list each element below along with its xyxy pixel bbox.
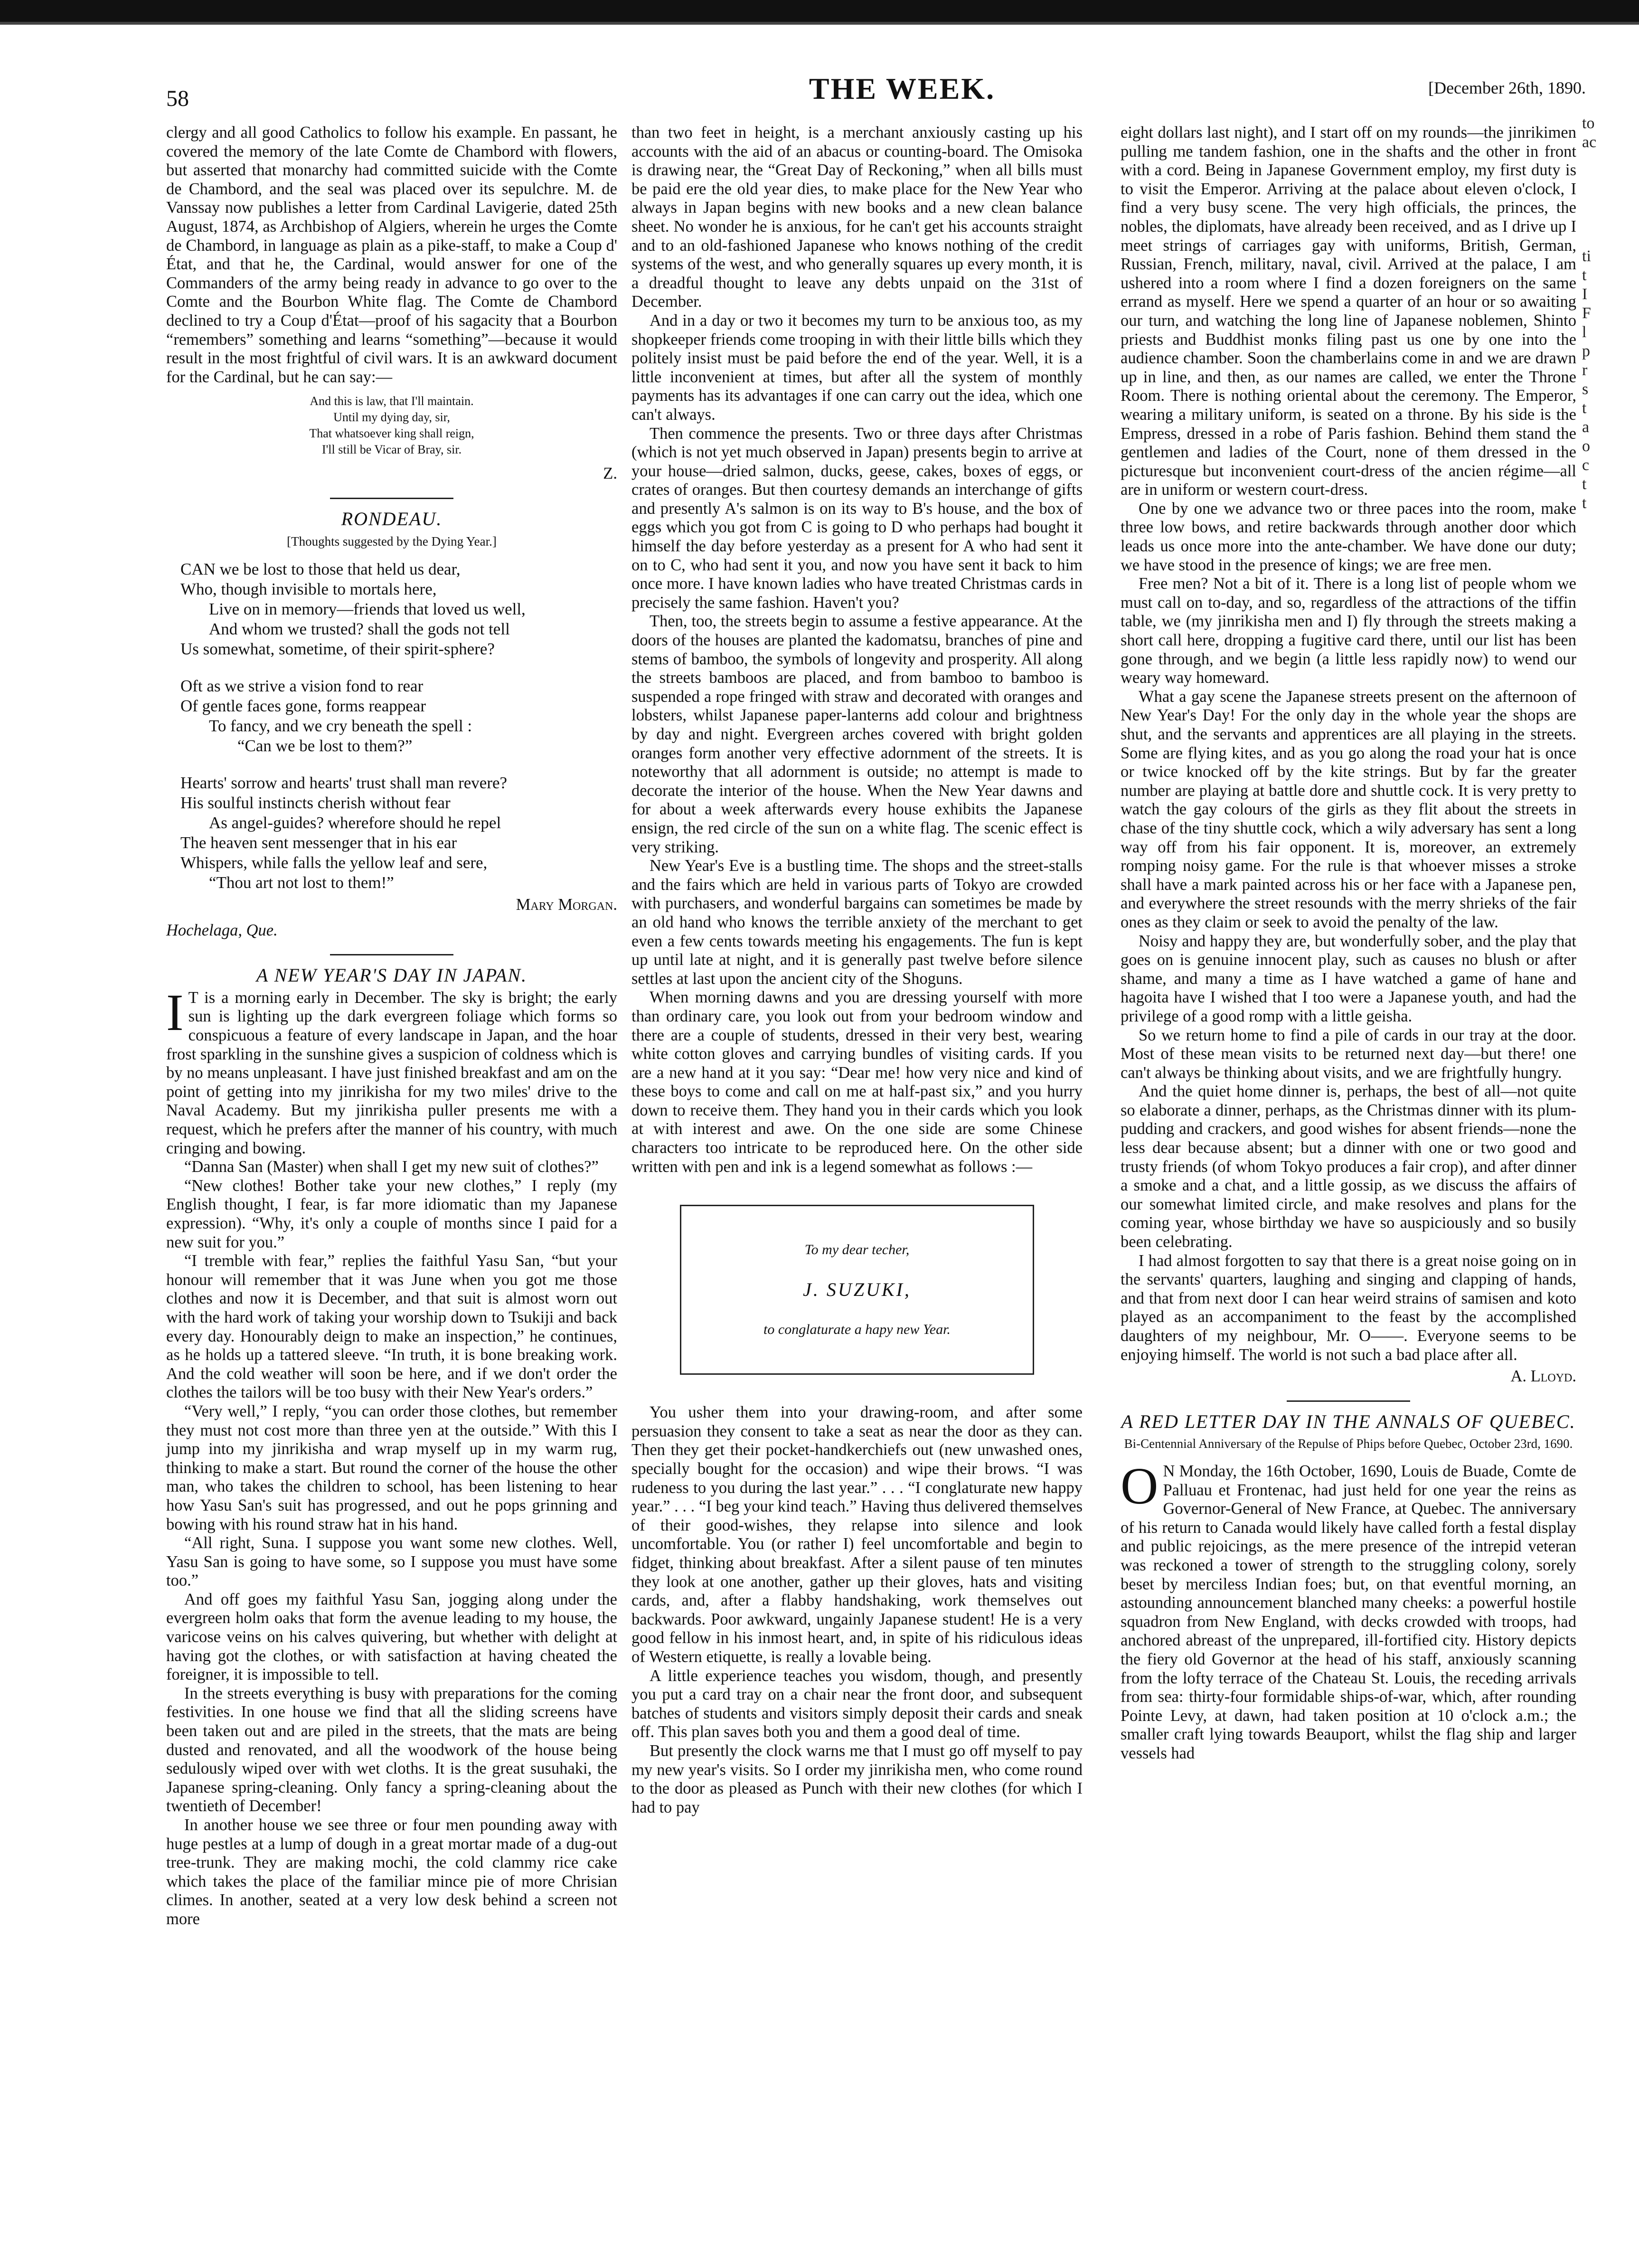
poem-line: “Can we be lost to them?”: [237, 737, 413, 756]
article-paragraph: When morning dawns and you are dressing yourself with more than ordinary care, you look out from your bedroom window and there are a couple of students, dressed in their very best, wearing white cotton gloves and carrying bundles of visiting cards. If you are a new hand at it you say: “Dear me! how very nice and kind of these boys to come and call on me at half-past six,” and you hurry down to receive them. They hand you in their cards which you look at with interest and awe. On the one side are some Chinese characters too intricate to be reproduced here. On the other side written with pen and ink is a legend somewhat as follows :—: [631, 988, 1083, 1176]
poem-line: And whom we trusted? shall the gods not tell: [209, 620, 510, 639]
edge-fragment: ac: [1582, 133, 1597, 151]
article-paragraph: I T is a morning early in December. The sky is bright; the early sun is lighting up the dark evergreen foliage which forms so conspicuous a feature of every landscape in Japan, and the hoar frost sparkling in the sunshine gives a suspicion of coldness which is by no means unpleasant. I have just finished breakfast and am on the point of getting into my jinrikisha for my two miles' drive to the Naval Academy. But my jinrikisha puller presents me with a request, which he prefers after the manner of his country, with much cringing and bowing.: [166, 983, 617, 1157]
article-paragraph: One by one we advance two or three paces into the room, make three low bows, and retire backwards through another door which leads us once more into the ante-chamber. We have done our duty; we have stood in the presence of kings; we are free men.: [1121, 499, 1576, 574]
article-paragraph: And the quiet home dinner is, perhaps, the best of all—not quite so elaborate a dinner, perhaps, as the Christmas dinner with its plum-pudding and crackers, and good wishes for absent friends—none the less dear because absent; but a dinner with one or two good and trusty friends (of whom Tokyo produces a fair crop), and after dinner a smoke and a chat, and a little gossip, as we discuss the affairs of our somewhat limited circle, and make resolves and plans for the coming year, whose birthday we have so auspiciously and so busily been celebrating.: [1121, 1082, 1576, 1251]
vicar-of-bray-verse: [166, 393, 617, 458]
article-paragraph: A little experience teaches you wisdom, though, and presently you put a card tray on a chair near the front door, and subsequent batches of students and visitors simply deposit their cards and sneak off. This plan saves both you and them a good deal of time.: [631, 1666, 1083, 1741]
edge-fragment: r: [1582, 361, 1588, 379]
scan-top-border: [0, 0, 1639, 22]
article-paragraph: “Danna San (Master) when shall I get my new suit of clothes?”: [184, 1158, 599, 1176]
column-1: [166, 123, 617, 1929]
page-number: 58: [166, 86, 189, 111]
edge-fragment: a: [1582, 418, 1590, 436]
column-2: [631, 123, 1083, 1817]
article-paragraph: You usher them into your drawing-room, and after some persuasion they consent to take a seat as near the door as they can. Then they get their pocket-handkerchiefs out (new unwashed ones, specially bought for the occasion) and wipe their brows. “I was rudeness to you during the last year.” . . . “I conglaturate new happy year.” . . . “I beg your kind teach.” Having thus delivered themselves of their good-wishes, they relapse into silence and look uncomfortable. You (or rather I) feel uncomfortable and begin to fidget, thinking about breakfast. After a silent pause of ten minutes they look at one another, gather up their gloves, hats and visiting cards, and, after a flabby handshaking, work themselves out backwards. Poor awkward, ungainly Japanese student! He is a very good fellow in his inmost heart, and, in spite of his ridiculous ideas of Western etiquette, is really a lovable being.: [631, 1403, 1083, 1666]
poem-line: Hearts' sorrow and hearts' trust shall man revere?: [180, 774, 508, 793]
article2-title: A RED LETTER DAY IN THE ANNALS OF QUEBEC.: [1121, 1410, 1576, 1432]
edge-fragment: o: [1582, 437, 1590, 455]
poem-line: Live on in memory—friends that loved us well,: [209, 600, 526, 619]
section-divider: [330, 954, 453, 955]
article-paragraph: And in a day or two it becomes my turn to be anxious too, as my shopkeeper friends come trooping in with their little bills which they politely insist must be paid before the end of the year. Well, it is a little inconvenient at times, but after all the system of monthly payments has its advantages if one can carry out the idea, which one can't always.: [631, 311, 1083, 424]
article-paragraph: “Very well,” I reply, “you can order those clothes, but remember they must not cost more than three yen at the outside.” With this I jump into my jinrikisha and wrap myself up in my warm rug, thinking to make a start. But round the corner of the house the other man, who takes the children to school, has been listening to hear how Yasu San's suit has progressed, and out he pops grinning and bowing with his round straw hat in his hand.: [166, 1402, 617, 1533]
article-paragraph: In another house we see three or four men pounding away with huge pestles at a lump of dough in a great mortar made of a dug-out tree-trunk. They are making mochi, the cold clammy rice cake which takes the place of the familiar mince pie of more Chrisian climes. In another, seated at a very low desk behind a screen not more: [166, 1816, 617, 1928]
edge-fragment: ti: [1582, 247, 1591, 265]
edge-fragment: I: [1582, 285, 1588, 303]
drop-cap: O: [1121, 1456, 1159, 1515]
edge-fragment: t: [1582, 494, 1587, 512]
verse-line: That whatsoever king shall reign,: [309, 426, 474, 441]
edge-fragment: l: [1582, 323, 1587, 341]
article2-subtitle: Bi-Centennial Anniversary of the Repulse of Phips before Quebec, October 23rd, 1690.: [1124, 1436, 1573, 1451]
edge-fragment: t: [1582, 266, 1587, 284]
rondeau-title: RONDEAU.: [341, 508, 443, 529]
article-paragraph: O N Monday, the 16th October, 1690, Louis de Buade, Comte de Palluau et Frontenac, had just held for one year the reins as Governor-General of New France, at Quebec. The anniversary of his return to Canada would likely have called forth a festal display and public rejoicings, as the mere presence of the intrepid veteran was reckoned a tower of strength to the struggling colony, sorely beset by merciless Indian foes; but, on that eventful morning, an astounding announcement blanched many cheeks: a powerful hostile squadron from New England, with decks crowded with troops, had anchored abreast of the unprepared, ill-fortified city. History depicts the fiery old Governor at the head of his staff, anxiously scanning from the lofty terrace of the Chateau St. Louis, the receding arrivals from sea: thirty-four formidable ships-of-war, which, after rounding Pointe Levy, at dawn, had taken position at 10 o'clock a.m.; the smaller craft lying towards Beauport, whilst the flag ship and larger vessels had: [1121, 1456, 1576, 1762]
poem-author: Mary Morgan.: [516, 896, 617, 914]
edge-fragment: t: [1582, 475, 1587, 493]
card-greeting: To my dear techer,: [804, 1242, 910, 1258]
article-title: A NEW YEAR'S DAY IN JAPAN.: [256, 964, 527, 986]
rondeau-subtitle: [Thoughts suggested by the Dying Year.]: [287, 534, 497, 548]
article-paragraph: I had almost forgotten to say that there is a great noise going on in the servants' quarters, laughing and singing and clapping of hands, and that from next door I can hear weird strains of samisen and koto played as an accompaniment to the feast by the accomplished daughters of my neighbour, Mr. O——. Everyone seems to be enjoying himself. The world is not such a bad place after all.: [1121, 1251, 1576, 1364]
card-message: to conglaturate a hapy new Year.: [763, 1322, 951, 1338]
poem-line: Oft as we strive a vision fond to rear: [180, 677, 424, 696]
article-paragraph: Then, too, the streets begin to assume a festive appearance. At the doors of the houses are planted the kadomatsu, branches of pine and stems of bamboo, the symbols of longevity and prosperity. All along the streets bamboos are placed, and from bamboo to bamboo is suspended a rope fringed with straw and decorated with oranges and lobsters, whilst Japanese paper-lanterns add colour and brightness by day and night. Evergreen arches covered with bright golden oranges form another very effective adornment of the streets. It is noteworthy that all adornment is outside; no attempt is made to decorate the interior of the house. When the New Year dawns and for about a week afterwards every house exhibits the Japanese ensign, the red circle of the sun on a white flag. The scenic effect is very striking.: [631, 612, 1083, 856]
poem-line: Who, though invisible to mortals here,: [180, 580, 437, 599]
rondeau-poem: [180, 559, 617, 893]
poem-line: The heaven sent messenger that in his ear: [180, 833, 457, 852]
article-paragraph: Free men? Not a bit of it. There is a long list of people whom we must call on to-day, and so, regardless of the attractions of the tiffin table, we (my jinrikisha men and I) fly through the streets making a short call here, dropping a fugitive card there, until our list has been gone through, and we begin (a little less rapidly now) to wend our weary way homeward.: [1121, 575, 1576, 687]
poem-line: To fancy, and we cry beneath the spell :: [209, 717, 472, 736]
edge-fragment: F: [1582, 304, 1591, 322]
verse-line: And this is law, that I'll maintain.: [310, 394, 474, 408]
article-paragraph: “All right, Suna. I suppose you want some new clothes. Well, Yasu San is going to have some, so I suppose you must have some too.”: [166, 1534, 617, 1590]
visiting-card: [680, 1205, 1034, 1375]
edge-fragment: p: [1582, 342, 1590, 360]
edge-fragment: t: [1582, 399, 1587, 417]
scan-top-border-shadow: [0, 22, 1639, 25]
masthead-title: THE WEEK.: [809, 72, 996, 105]
section-divider: [1287, 1400, 1410, 1402]
article-paragraph: New Year's Eve is a bustling time. The shops and the street-stalls and the fairs which are held in various parts of Tokyo are crowded with purchasers, and wonderful bargains can sometimes be made by an old hand who knows the terrible anxiety of the merchant to get even a few cents towards meeting his engagements. The fun is kept up until late at night, and it is generally past twelve before silence settles at last upon the ancient city of the Shoguns.: [631, 857, 1083, 988]
card-name: J. SUZUKI,: [803, 1279, 911, 1301]
article-paragraph: But presently the clock warns me that I must go off myself to pay my new year's visits. So I order my jinrikisha men, who come round to the door as pleased as Punch with their new clothes (for which I had to pay: [631, 1741, 1083, 1816]
verse-line: Until my dying day, sir,: [333, 410, 450, 425]
poem-line: “Thou art not lost to them!”: [209, 873, 394, 892]
poem-place: Hochelaga, Que.: [166, 921, 278, 939]
adjacent-page-fragments: [1582, 114, 1639, 2251]
article-paragraph: What a gay scene the Japanese streets present on the afternoon of New Year's Day! For the only day in the whole year the shops are shut, and the servants and apprentices are all playing in the streets. Some are flying kites, and as you go along the road your hat is once or twice knocked off by the kite strings. But by far the greater number are playing at battle dore and shuttle cock. It is very pretty to watch the gay colours of the girls as they flit about the streets in chase of the tiny shuttle cock, which a wily adversary has sent a long way off from his fair opponent. It is, moreover, an extremely romping noisy game. For the rule is that whoever misses a stroke shall have a mark painted across his or her face with a Japanese pen, and everywhere the street resounds with the merry shrieks of the fair ones as they claim or seek to avoid the penalty of the law.: [1121, 687, 1576, 931]
column-3: [1121, 123, 1576, 1763]
poem-line: Whispers, while falls the yellow leaf and sere,: [180, 853, 488, 872]
poem-line: As angel-guides? wherefore should he repel: [209, 813, 501, 832]
article-author: A. Lloyd.: [1510, 1367, 1576, 1386]
page-header: [142, 71, 1586, 109]
poem-line: Of gentle faces gone, forms reappear: [180, 697, 426, 716]
poem-line: Us somewhat, sometime, of their spirit-sphere?: [180, 640, 495, 659]
edge-fragment: to: [1582, 114, 1595, 132]
article-paragraph: So we return home to find a pile of cards in our tray at the door. Most of these mean visits to be returned next day—but there! one can't always be thinking about visits, and we are frightfully hungry.: [1121, 1026, 1576, 1082]
edge-fragment: s: [1582, 380, 1589, 398]
article-paragraph: eight dollars last night), and I start off on my rounds—the jinrikimen pulling me tandem fashion, one in the shafts and the other in front with a cord. Being in Japanese Government employ, my first duty is to visit the Emperor. Arriving at the palace about eleven o'clock, I find a very busy scene. The very high officials, the princes, the nobles, the diplomats, have already been received, and as I drive up I meet strings of carriages gay with uniforms, British, German, Russian, French, military, naval, civil. Arrived at the palace, I am ushered into a room where I find a dozen foreigners on the same errand as myself. Here we spend a quarter of an hour or so awaiting our turn, and watching the long line of Japanese noblemen, Shinto priests and Buddhist monks filing past us one by one into the audience chamber. Soon the chamberlains come in and we are drawn up in line, and then, as our names are called, we enter the Throne Room. There is nothing oriental about the ceremony. The Emperor, wearing a military uniform, is seated on a throne. By his side is the Empress, dressed in a robe of Paris fashion. Behind them stand the gentlemen and ladies of the Court, none of them dressed in the picturesque but inconvenient court-dress of the ancien régime—all are in uniform or western court-dress.: [1121, 123, 1576, 499]
poem-line: His soulful instincts cherish without fear: [180, 794, 451, 813]
intro-paragraph: clergy and all good Catholics to follow his example. En passant, he covered the memory of the late Comte de Chambord with flowers, but asserted that monarchy had committed suicide with the Comte de Chambord, and the seal was placed over its sepulchre. M. de Vanssay now publishes a letter from Cardinal Lavigerie, dated 25th August, 1874, as Archbishop of Algiers, wherein he urges the Comte de Chambord, in language as plain as a pike-staff, to make a Coup d' État, and that he, the Cardinal, would answer for one of the Commanders of the army being ready in advance to go over to the Comte and the Bourbon White flag. The Comte de Chambord declined to try a Coup d'État—proof of his sagacity that a Bourbon “remembers” something and learns “something”—because it would result in the most frightful of civil wars. It is an awkward document for the Cardinal, but he can say:—: [166, 123, 617, 386]
verse-line: I'll still be Vicar of Bray, sir.: [321, 443, 462, 457]
article-paragraph: “I tremble with fear,” replies the faithful Yasu San, “but your honour will remember that it was June when you got me those clothes and now it is December, and that suit is almost worn out with the hard work of taking your worship down to Tsukiji and back every day. Honourably deign to make an inspection,” he continues, as he holds up a tattered sleeve. “In truth, it is bone breaking work. And the cold weather will soon be here, and if we don't order the clothes the tailors will be too busy with their New Year's orders.”: [166, 1252, 617, 1402]
issue-date: [December 26th, 1890.: [1428, 78, 1586, 97]
article-paragraph: In the streets everything is busy with preparations for the coming festivities. In one house we find that all the sliding screens have been taken out and are piled in the streets, that the mats are being dusted and renovated, and all the woodwork of the house being sedulously wiped over with wet cloths. It is the great susuhaki, the Japanese spring-cleaning. Only fancy a spring-cleaning about the twentieth of December!: [166, 1684, 617, 1815]
article-paragraph: And off goes my faithful Yasu San, jogging along under the evergreen holm oaks that form the avenue leading to my house, the varicose veins on his calves quivering, but whether with delight at having got the clothes, or with satisfaction at having cheated the foreigner, it is impossible to tell.: [166, 1590, 617, 1684]
article-paragraph: Then commence the presents. Two or three days after Christmas (which is not yet much observed in Japan) presents begin to arrive at your house—dried salmon, ducks, geese, cakes, boxes of eggs, or crates of oranges. But then courtesy demands an interchange of gifts and presently A's salmon is on its way to B's house, and the box of eggs which you got from C is going to D who perhaps had bought it himself the day before yesterday as a present for A who had sent it on to C, who had sent it you, and now you have sent it back to him once more. I have known ladies who have treated Christmas cards in precisely the same fashion. Haven't you?: [631, 424, 1083, 612]
poem-line: CAN we be lost to those that held us dear,: [180, 560, 461, 579]
section-divider: [330, 498, 453, 499]
drop-cap: I: [166, 983, 184, 1041]
edge-fragment: c: [1582, 456, 1590, 474]
article-paragraph: “New clothes! Bother take your new clothes,” I reply (my English thought, I fear, is far more idiomatic than my Japanese expression). “Why, it's only a couple of months since I paid for a new suit for you.”: [166, 1176, 617, 1251]
article-paragraph: Noisy and happy they are, but wonderfully sober, and the play that goes on is genuine innocent play, such as causes no blush or after shame, and many a time as I have watched a game of hane and hagoita have I wished that I too were a Japanese youth, and had the privilege of a good romp with a little geisha.: [1121, 932, 1576, 1025]
author-initial: Z.: [603, 464, 617, 483]
article-paragraph: than two feet in height, is a merchant anxiously casting up his accounts with the aid of an abacus or counting-board. The Omisoka is drawing near, the “Great Day of Reckoning,” when all bills must be paid ere the old year dies, to make place for the New Year who always in Japan begins with new books and a new clean balance sheet. No wonder he is anxious, for he can't get his accounts straight and to an old-fashioned Japanese who knows nothing of the credit systems of the west, and who generally squares up every month, it is a dreadful thought to leave any debts unpaid on the 31st of December.: [631, 123, 1083, 311]
